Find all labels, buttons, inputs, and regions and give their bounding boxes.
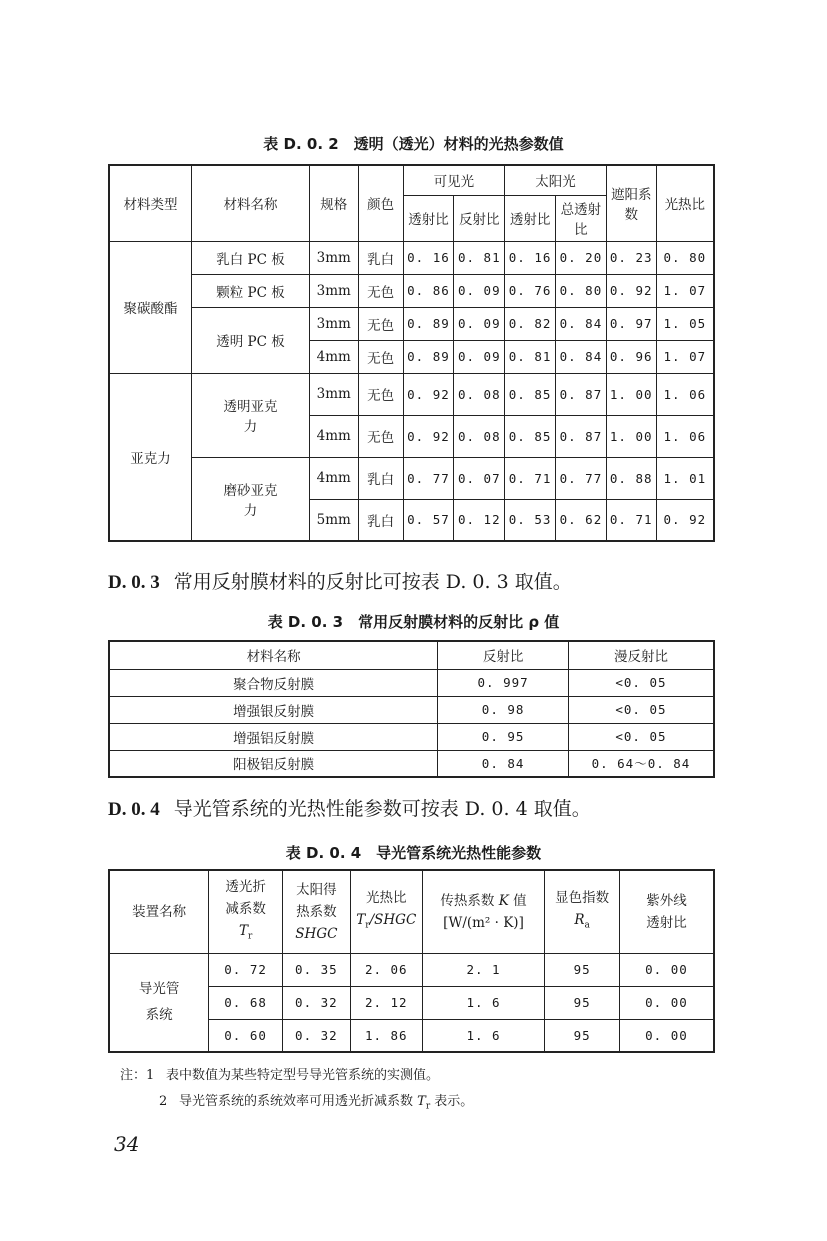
subscript: r [365, 920, 370, 931]
color-cell: 无色 [358, 415, 403, 457]
value-cell: 0. 87 [556, 373, 607, 415]
header-light-heat-ratio: 光热比 [656, 165, 714, 241]
value-cell: 1. 00 [606, 415, 656, 457]
value-cell: 0. 97 [606, 307, 656, 340]
spec-cell: 4mm [309, 415, 358, 457]
symbol: SHGC [295, 925, 338, 942]
value-cell: 95 [545, 1019, 620, 1052]
symbol: K [498, 892, 509, 909]
value-cell: 0. 09 [454, 307, 505, 340]
spec-cell: 3mm [309, 373, 358, 415]
value-cell: 0. 23 [606, 241, 656, 274]
color-cell: 无色 [358, 373, 403, 415]
header-diffuse-reflectance: 漫反射比 [568, 641, 714, 669]
group-acrylic: 亚克力 [109, 373, 192, 541]
value-cell: 0. 80 [556, 274, 607, 307]
value-cell: 0. 98 [438, 696, 569, 723]
header-light-heat-ratio [350, 870, 422, 953]
table-row [109, 750, 714, 777]
note-1 [120, 1063, 473, 1089]
value-cell: 0. 85 [505, 415, 556, 457]
note-text: 表示。 [434, 1094, 474, 1109]
value-cell: 0. 07 [454, 457, 505, 499]
value-cell: 0. 86 [403, 274, 454, 307]
value-cell: 1. 07 [656, 340, 714, 373]
material-name: 透明 PC 板 [192, 307, 310, 373]
value-cell: 0. 87 [556, 415, 607, 457]
header-solar-total-transmittance: 总透射比 [556, 195, 607, 241]
value-cell: 0. 68 [209, 986, 283, 1019]
value-cell: 0. 32 [282, 986, 350, 1019]
table-d04 [108, 869, 715, 1053]
clause-number: D. 0. 3 [108, 572, 160, 593]
subscript: a [584, 920, 590, 931]
clause-number: D. 0. 4 [108, 799, 160, 820]
value-cell: 0. 08 [454, 373, 505, 415]
header-line: 减系数 [225, 900, 266, 917]
value-cell: 0. 57 [403, 499, 454, 541]
value-cell: 0. 20 [556, 241, 607, 274]
value-cell: 0. 60 [209, 1019, 283, 1052]
value-cell: 0. 08 [454, 415, 505, 457]
value-cell: 0. 84 [556, 340, 607, 373]
spec-cell: 5mm [309, 499, 358, 541]
value-cell: 0. 80 [656, 241, 714, 274]
value-cell: 0. 35 [282, 953, 350, 986]
value-cell: 1. 05 [656, 307, 714, 340]
note-number: 2 [159, 1094, 168, 1109]
material-name: 颗粒 PC 板 [192, 274, 310, 307]
table-d02 [108, 164, 715, 542]
value-cell: 0. 00 [619, 953, 714, 986]
table-d02-caption: 表 D. 0. 2 透明（透光）材料的光热参数值 [263, 135, 564, 153]
spec-cell: 4mm [309, 340, 358, 373]
symbol: T [417, 1094, 426, 1109]
value-cell: 1. 07 [656, 274, 714, 307]
note-2 [120, 1089, 473, 1120]
value-cell: 2. 06 [350, 953, 422, 986]
header-solar-transmittance: 透射比 [505, 195, 556, 241]
value-cell: 1. 6 [422, 986, 545, 1019]
value-cell: 0. 71 [606, 499, 656, 541]
value-cell: 1. 01 [656, 457, 714, 499]
value-cell: 0. 81 [505, 340, 556, 373]
table-row [109, 373, 714, 415]
paragraph-d03 [108, 567, 572, 594]
symbol: R [574, 911, 585, 928]
value-cell: 0. 71 [505, 457, 556, 499]
note-prefix: 注： [120, 1068, 147, 1083]
header-material-name: 材料名称 [192, 165, 310, 241]
table-d03 [108, 640, 715, 778]
header-line: 太阳得 [296, 881, 337, 898]
value-cell: 0. 81 [454, 241, 505, 274]
group-polycarbonate: 聚碳酸酯 [109, 241, 192, 373]
header-device-name: 装置名称 [109, 870, 209, 953]
symbol: /SHGC [369, 911, 417, 928]
subscript: r [425, 1101, 431, 1112]
table-row [109, 274, 714, 307]
value-cell: 0. 92 [403, 415, 454, 457]
paragraph-d04 [108, 794, 591, 821]
value-cell: 0. 92 [403, 373, 454, 415]
header-shading-coefficient: 遮阳系数 [606, 165, 656, 241]
header-color: 颜色 [358, 165, 403, 241]
table-row [109, 307, 714, 340]
value-cell: <0. 05 [568, 723, 714, 750]
header-visible-light: 可见光 [403, 165, 505, 195]
header-material-type: 材料类型 [109, 165, 192, 241]
table-row [109, 953, 714, 986]
value-cell: 0. 997 [438, 669, 569, 696]
page-number: 34 [114, 1132, 140, 1156]
value-cell: 0. 96 [606, 340, 656, 373]
material-name: 透明亚克力 [192, 373, 310, 457]
value-cell: 1. 86 [350, 1019, 422, 1052]
header-spec: 规格 [309, 165, 358, 241]
clause-text: 常用反射膜材料的反射比可按表 D. 0. 3 取值。 [173, 571, 572, 593]
value-cell: <0. 05 [568, 669, 714, 696]
table-d04-caption: 表 D. 0. 4 导光管系统光热性能参数 [285, 844, 542, 862]
value-cell: 0. 88 [606, 457, 656, 499]
unit: [W/(m² · K)] [443, 914, 524, 931]
table-row [109, 669, 714, 696]
value-cell: 0. 84 [438, 750, 569, 777]
value-cell: 0. 76 [505, 274, 556, 307]
value-cell: 95 [545, 986, 620, 1019]
material-name: 增强银反射膜 [109, 696, 438, 723]
value-cell: 0. 89 [403, 340, 454, 373]
material-name: 阳极铝反射膜 [109, 750, 438, 777]
header-transmission-reduction [209, 870, 283, 953]
value-cell: 0. 32 [282, 1019, 350, 1052]
value-cell: 0. 89 [403, 307, 454, 340]
value-cell: 0. 95 [438, 723, 569, 750]
value-cell: 0. 92 [656, 499, 714, 541]
header-visible-transmittance: 透射比 [403, 195, 454, 241]
value-cell: 0. 16 [505, 241, 556, 274]
header-solar: 太阳光 [505, 165, 607, 195]
clause-text: 导光管系统的光热性能参数可按表 D. 0. 4 取值。 [173, 798, 591, 820]
color-cell: 无色 [358, 340, 403, 373]
symbol: T [356, 911, 366, 928]
header-line: 热系数 [296, 903, 337, 920]
header-line: 光热比 [366, 889, 407, 906]
color-cell: 无色 [358, 307, 403, 340]
table-notes [120, 1063, 473, 1120]
value-cell: 2. 12 [350, 986, 422, 1019]
header-solar-heat-gain [282, 870, 350, 953]
value-cell: 0. 16 [403, 241, 454, 274]
header-line: 紫外线 [646, 892, 687, 909]
value-cell: 0. 00 [619, 1019, 714, 1052]
symbol: T [238, 922, 248, 939]
header-material-name: 材料名称 [109, 641, 438, 669]
table-d03-caption: 表 D. 0. 3 常用反射膜材料的反射比 ρ 值 [267, 613, 560, 631]
material-name: 磨砂亚克力 [192, 457, 310, 541]
header-heat-transfer-coefficient [422, 870, 545, 953]
note-text: 导光管系统的系统效率可用透光折减系数 [179, 1094, 414, 1109]
value-cell: <0. 05 [568, 696, 714, 723]
value-cell: 1. 06 [656, 415, 714, 457]
value-cell: 0. 77 [403, 457, 454, 499]
table-d03-header-row [109, 641, 714, 669]
value-cell: 95 [545, 953, 620, 986]
value-cell: 0. 09 [454, 340, 505, 373]
header-line: 透射比 [646, 914, 687, 931]
header-reflectance: 反射比 [438, 641, 569, 669]
header-uv-transmittance [619, 870, 714, 953]
color-cell: 无色 [358, 274, 403, 307]
table-d04-header-row [109, 870, 714, 953]
value-cell: 0. 09 [454, 274, 505, 307]
color-cell: 乳白 [358, 457, 403, 499]
table-row [109, 696, 714, 723]
header-line: 透光折 [225, 878, 266, 895]
value-cell: 0. 85 [505, 373, 556, 415]
color-cell: 乳白 [358, 241, 403, 274]
value-cell: 0. 00 [619, 986, 714, 1019]
value-cell: 0. 77 [556, 457, 607, 499]
value-cell: 0. 92 [606, 274, 656, 307]
header-visible-reflectance: 反射比 [454, 195, 505, 241]
header-color-rendering-index [545, 870, 620, 953]
note-number: 1 [146, 1068, 155, 1083]
table-row [109, 457, 714, 499]
value-cell: 1. 06 [656, 373, 714, 415]
header-line: 值 [513, 892, 527, 909]
value-cell: 0. 12 [454, 499, 505, 541]
value-cell: 0. 72 [209, 953, 283, 986]
value-cell: 1. 6 [422, 1019, 545, 1052]
value-cell: 0. 84 [556, 307, 607, 340]
value-cell: 0. 62 [556, 499, 607, 541]
value-cell: 1. 00 [606, 373, 656, 415]
note-text: 表中数值为某些特定型号导光管系统的实测值。 [166, 1068, 440, 1083]
spec-cell: 4mm [309, 457, 358, 499]
table-row [109, 723, 714, 750]
material-name: 乳白 PC 板 [192, 241, 310, 274]
spec-cell: 3mm [309, 307, 358, 340]
header-line: 显色指数 [555, 889, 610, 906]
header-line: 传热系数 [440, 892, 495, 909]
color-cell: 乳白 [358, 499, 403, 541]
material-name: 聚合物反射膜 [109, 669, 438, 696]
value-cell: 0. 64～0. 84 [568, 750, 714, 777]
table-row [109, 241, 714, 274]
material-name: 增强铝反射膜 [109, 723, 438, 750]
table-d02-header-row [109, 165, 714, 195]
spec-cell: 3mm [309, 274, 358, 307]
spec-cell: 3mm [309, 241, 358, 274]
value-cell: 2. 1 [422, 953, 545, 986]
value-cell: 0. 82 [505, 307, 556, 340]
value-cell: 0. 53 [505, 499, 556, 541]
device-name: 导光管系统 [109, 953, 209, 1052]
subscript: r [247, 931, 253, 942]
